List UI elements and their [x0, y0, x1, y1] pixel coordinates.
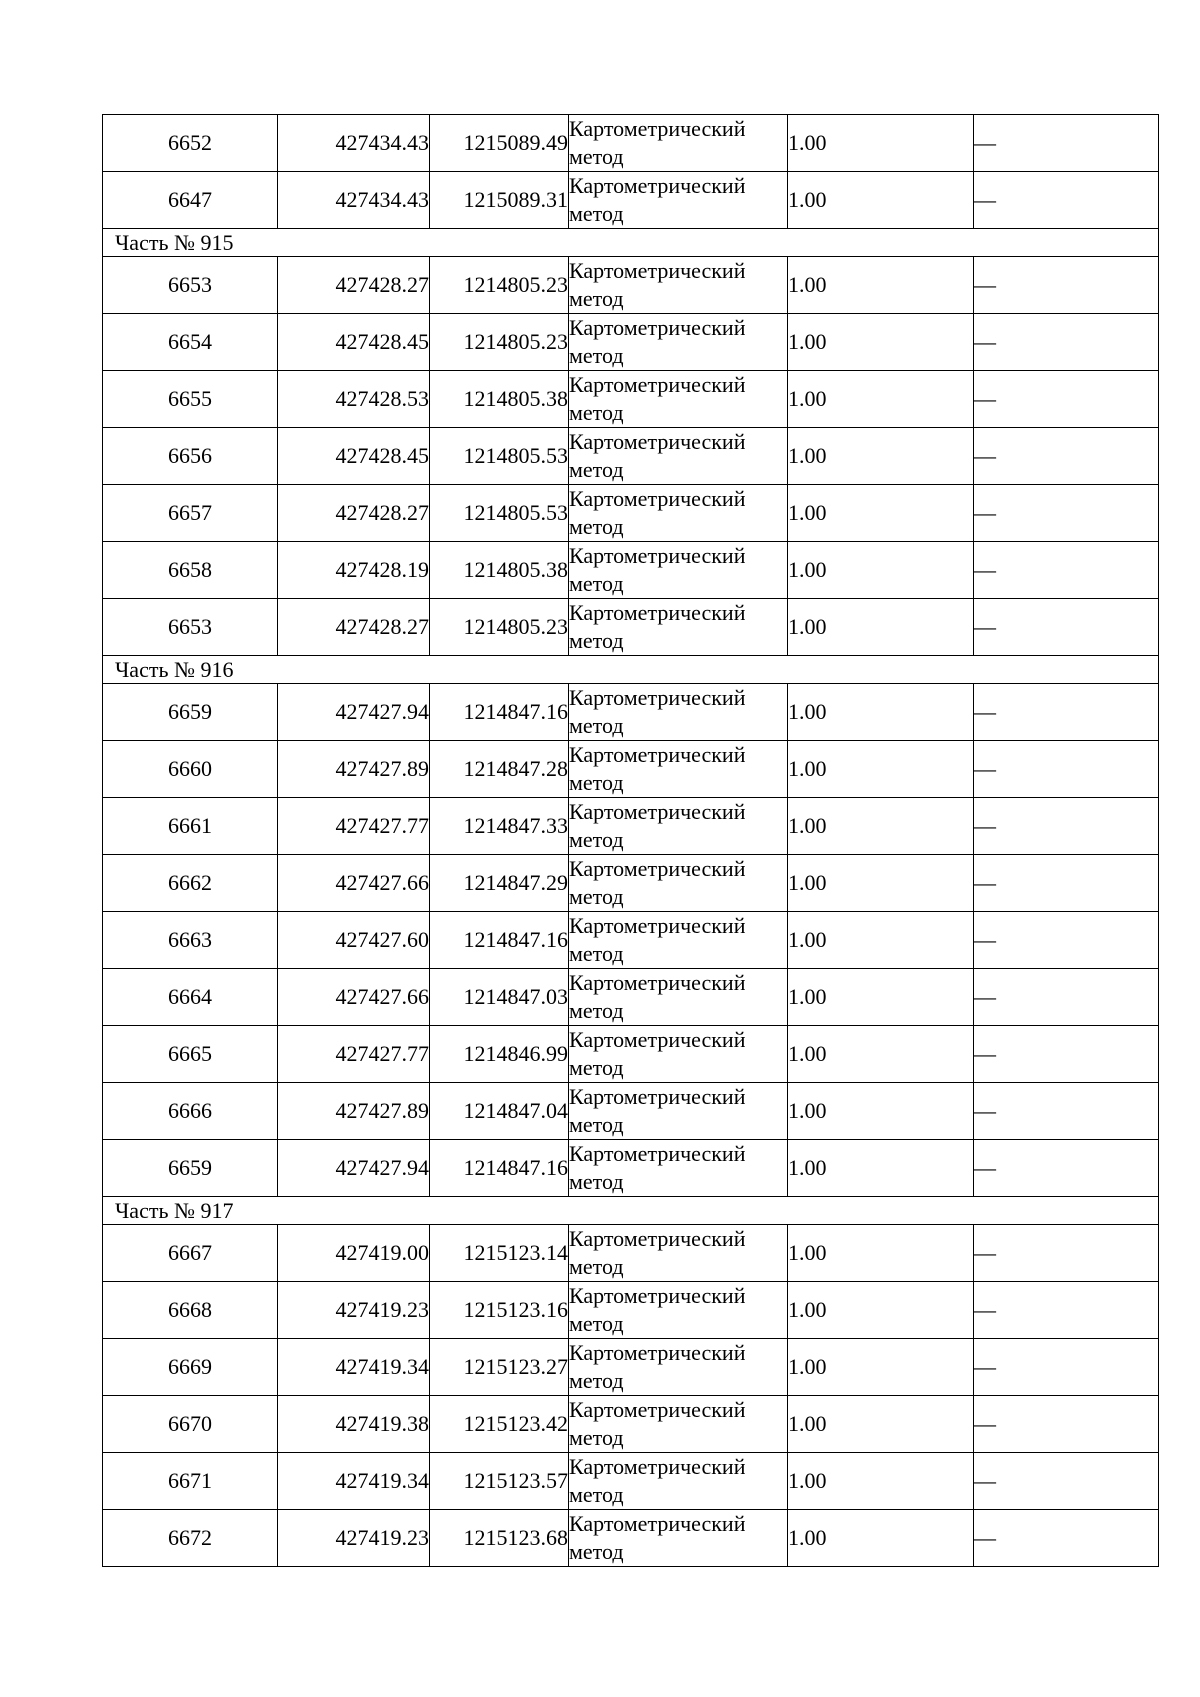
method-line-2: метод	[569, 1254, 624, 1279]
method-line-1: Картометрический	[569, 1340, 746, 1365]
method-line-2: метод	[569, 514, 624, 539]
x-coordinate-cell: 427427.94	[278, 1140, 430, 1197]
precision-cell: 1.00	[788, 485, 974, 542]
precision-cell: 1.00	[788, 969, 974, 1026]
table-row	[103, 485, 1159, 542]
y-coordinate-cell: 1215123.68	[430, 1510, 569, 1567]
point-number-cell: 6672	[103, 1510, 278, 1567]
y-coordinate-cell: 1214805.23	[430, 314, 569, 371]
description-cell: —	[974, 314, 1159, 371]
x-coordinate-cell: 427427.66	[278, 855, 430, 912]
precision-cell: 1.00	[788, 542, 974, 599]
part-header-row	[103, 1197, 1159, 1225]
table-row	[103, 741, 1159, 798]
description-cell: —	[974, 599, 1159, 656]
table-row	[103, 855, 1159, 912]
y-coordinate-cell: 1215123.16	[430, 1282, 569, 1339]
y-coordinate-cell: 1214805.53	[430, 428, 569, 485]
method-cell	[569, 969, 788, 1026]
table-row	[103, 1282, 1159, 1339]
table-row	[103, 371, 1159, 428]
method-line-2: метод	[569, 941, 624, 966]
table-row	[103, 172, 1159, 229]
part-label: Часть № 917	[103, 1197, 1159, 1225]
method-line-1: Картометрический	[569, 856, 746, 881]
x-coordinate-cell: 427427.77	[278, 1026, 430, 1083]
description-cell: —	[974, 1083, 1159, 1140]
method-line-1: Картометрический	[569, 315, 746, 340]
precision-cell: 1.00	[788, 684, 974, 741]
point-number-cell: 6668	[103, 1282, 278, 1339]
method-cell	[569, 1083, 788, 1140]
method-line-2: метод	[569, 144, 624, 169]
description-cell: —	[974, 1225, 1159, 1282]
method-cell	[569, 1282, 788, 1339]
description-cell: —	[974, 855, 1159, 912]
method-cell	[569, 371, 788, 428]
precision-cell: 1.00	[788, 599, 974, 656]
method-line-2: метод	[569, 1055, 624, 1080]
method-cell	[569, 257, 788, 314]
method-line-2: метод	[569, 571, 624, 596]
description-cell: —	[974, 1396, 1159, 1453]
table-row	[103, 257, 1159, 314]
description-cell: —	[974, 1510, 1159, 1567]
precision-cell: 1.00	[788, 741, 974, 798]
precision-cell: 1.00	[788, 1510, 974, 1567]
table-row	[103, 969, 1159, 1026]
point-number-cell: 6666	[103, 1083, 278, 1140]
method-line-2: метод	[569, 1482, 624, 1507]
method-line-2: метод	[569, 884, 624, 909]
table-row	[103, 428, 1159, 485]
method-line-2: метод	[569, 286, 624, 311]
y-coordinate-cell: 1215123.57	[430, 1453, 569, 1510]
point-number-cell: 6655	[103, 371, 278, 428]
precision-cell: 1.00	[788, 1225, 974, 1282]
x-coordinate-cell: 427427.94	[278, 684, 430, 741]
x-coordinate-cell: 427434.43	[278, 172, 430, 229]
description-cell: —	[974, 798, 1159, 855]
method-line-1: Картометрический	[569, 1454, 746, 1479]
table-row	[103, 1339, 1159, 1396]
method-line-1: Картометрический	[569, 116, 746, 141]
precision-cell: 1.00	[788, 1140, 974, 1197]
y-coordinate-cell: 1214847.28	[430, 741, 569, 798]
point-number-cell: 6656	[103, 428, 278, 485]
table-row	[103, 1140, 1159, 1197]
method-line-1: Картометрический	[569, 486, 746, 511]
point-number-cell: 6661	[103, 798, 278, 855]
table-row	[103, 1453, 1159, 1510]
method-line-1: Картометрический	[569, 173, 746, 198]
method-line-2: метод	[569, 1169, 624, 1194]
description-cell: —	[974, 912, 1159, 969]
method-line-2: метод	[569, 457, 624, 482]
method-line-1: Картометрический	[569, 1397, 746, 1422]
description-cell: —	[974, 1282, 1159, 1339]
table-row	[103, 912, 1159, 969]
x-coordinate-cell: 427434.43	[278, 115, 430, 172]
method-cell	[569, 1510, 788, 1567]
x-coordinate-cell: 427427.77	[278, 798, 430, 855]
method-cell	[569, 798, 788, 855]
precision-cell: 1.00	[788, 1083, 974, 1140]
method-line-2: метод	[569, 1425, 624, 1450]
coordinates-table-body	[103, 115, 1159, 1567]
x-coordinate-cell: 427419.00	[278, 1225, 430, 1282]
x-coordinate-cell: 427419.34	[278, 1339, 430, 1396]
y-coordinate-cell: 1214847.03	[430, 969, 569, 1026]
method-cell	[569, 314, 788, 371]
point-number-cell: 6664	[103, 969, 278, 1026]
method-line-1: Картометрический	[569, 913, 746, 938]
method-line-1: Картометрический	[569, 742, 746, 767]
description-cell: —	[974, 1453, 1159, 1510]
precision-cell: 1.00	[788, 428, 974, 485]
method-line-1: Картометрический	[569, 258, 746, 283]
method-line-2: метод	[569, 1311, 624, 1336]
point-number-cell: 6671	[103, 1453, 278, 1510]
method-line-2: метод	[569, 400, 624, 425]
x-coordinate-cell: 427428.27	[278, 599, 430, 656]
table-row	[103, 314, 1159, 371]
method-cell	[569, 741, 788, 798]
y-coordinate-cell: 1214847.33	[430, 798, 569, 855]
description-cell: —	[974, 1140, 1159, 1197]
method-cell	[569, 115, 788, 172]
precision-cell: 1.00	[788, 798, 974, 855]
description-cell: —	[974, 684, 1159, 741]
y-coordinate-cell: 1215123.14	[430, 1225, 569, 1282]
description-cell: —	[974, 969, 1159, 1026]
method-line-1: Картометрический	[569, 970, 746, 995]
point-number-cell: 6659	[103, 684, 278, 741]
point-number-cell: 6654	[103, 314, 278, 371]
y-coordinate-cell: 1215089.49	[430, 115, 569, 172]
precision-cell: 1.00	[788, 855, 974, 912]
method-cell	[569, 428, 788, 485]
y-coordinate-cell: 1214847.16	[430, 684, 569, 741]
part-header-row	[103, 656, 1159, 684]
coordinates-table	[102, 114, 1159, 1567]
x-coordinate-cell: 427428.27	[278, 485, 430, 542]
method-line-1: Картометрический	[569, 429, 746, 454]
method-cell	[569, 1026, 788, 1083]
method-line-1: Картометрический	[569, 1141, 746, 1166]
method-cell	[569, 1396, 788, 1453]
x-coordinate-cell: 427428.45	[278, 428, 430, 485]
precision-cell: 1.00	[788, 257, 974, 314]
precision-cell: 1.00	[788, 115, 974, 172]
point-number-cell: 6659	[103, 1140, 278, 1197]
x-coordinate-cell: 427428.27	[278, 257, 430, 314]
point-number-cell: 6658	[103, 542, 278, 599]
point-number-cell: 6647	[103, 172, 278, 229]
point-number-cell: 6653	[103, 257, 278, 314]
method-line-1: Картометрический	[569, 543, 746, 568]
method-cell	[569, 542, 788, 599]
description-cell: —	[974, 371, 1159, 428]
precision-cell: 1.00	[788, 1339, 974, 1396]
x-coordinate-cell: 427419.38	[278, 1396, 430, 1453]
method-line-2: метод	[569, 628, 624, 653]
table-row	[103, 1083, 1159, 1140]
point-number-cell: 6660	[103, 741, 278, 798]
y-coordinate-cell: 1214847.16	[430, 912, 569, 969]
method-line-2: метод	[569, 998, 624, 1023]
y-coordinate-cell: 1214846.99	[430, 1026, 569, 1083]
method-line-1: Картометрический	[569, 1511, 746, 1536]
y-coordinate-cell: 1214847.04	[430, 1083, 569, 1140]
x-coordinate-cell: 427427.60	[278, 912, 430, 969]
description-cell: —	[974, 542, 1159, 599]
table-row	[103, 684, 1159, 741]
x-coordinate-cell: 427428.19	[278, 542, 430, 599]
table-row	[103, 599, 1159, 656]
method-line-2: метод	[569, 713, 624, 738]
x-coordinate-cell: 427419.34	[278, 1453, 430, 1510]
precision-cell: 1.00	[788, 172, 974, 229]
method-cell	[569, 1453, 788, 1510]
precision-cell: 1.00	[788, 1026, 974, 1083]
y-coordinate-cell: 1214805.23	[430, 599, 569, 656]
method-line-2: метод	[569, 343, 624, 368]
precision-cell: 1.00	[788, 1396, 974, 1453]
table-row	[103, 798, 1159, 855]
y-coordinate-cell: 1214847.16	[430, 1140, 569, 1197]
x-coordinate-cell: 427419.23	[278, 1282, 430, 1339]
method-cell	[569, 684, 788, 741]
precision-cell: 1.00	[788, 314, 974, 371]
precision-cell: 1.00	[788, 371, 974, 428]
precision-cell: 1.00	[788, 912, 974, 969]
part-label: Часть № 915	[103, 229, 1159, 257]
method-line-1: Картометрический	[569, 1283, 746, 1308]
method-cell	[569, 1339, 788, 1396]
x-coordinate-cell: 427427.89	[278, 1083, 430, 1140]
part-label: Часть № 916	[103, 656, 1159, 684]
table-row	[103, 1225, 1159, 1282]
y-coordinate-cell: 1215089.31	[430, 172, 569, 229]
description-cell: —	[974, 257, 1159, 314]
description-cell: —	[974, 485, 1159, 542]
y-coordinate-cell: 1214847.29	[430, 855, 569, 912]
point-number-cell: 6653	[103, 599, 278, 656]
point-number-cell: 6667	[103, 1225, 278, 1282]
method-line-2: метод	[569, 827, 624, 852]
point-number-cell: 6669	[103, 1339, 278, 1396]
description-cell: —	[974, 172, 1159, 229]
table-row	[103, 1510, 1159, 1567]
method-cell	[569, 855, 788, 912]
method-line-2: метод	[569, 770, 624, 795]
method-line-2: метод	[569, 1539, 624, 1564]
description-cell: —	[974, 115, 1159, 172]
x-coordinate-cell: 427428.53	[278, 371, 430, 428]
method-cell	[569, 599, 788, 656]
precision-cell: 1.00	[788, 1282, 974, 1339]
method-cell	[569, 485, 788, 542]
point-number-cell: 6663	[103, 912, 278, 969]
point-number-cell: 6670	[103, 1396, 278, 1453]
precision-cell: 1.00	[788, 1453, 974, 1510]
method-line-1: Картометрический	[569, 600, 746, 625]
y-coordinate-cell: 1215123.27	[430, 1339, 569, 1396]
method-line-1: Картометрический	[569, 372, 746, 397]
part-header-row	[103, 229, 1159, 257]
method-line-1: Картометрический	[569, 799, 746, 824]
method-line-1: Картометрический	[569, 1226, 746, 1251]
point-number-cell: 6652	[103, 115, 278, 172]
method-cell	[569, 1140, 788, 1197]
point-number-cell: 6665	[103, 1026, 278, 1083]
method-cell	[569, 1225, 788, 1282]
x-coordinate-cell: 427427.66	[278, 969, 430, 1026]
method-line-2: метод	[569, 1368, 624, 1393]
description-cell: —	[974, 741, 1159, 798]
y-coordinate-cell: 1215123.42	[430, 1396, 569, 1453]
method-cell	[569, 912, 788, 969]
method-cell	[569, 172, 788, 229]
y-coordinate-cell: 1214805.38	[430, 542, 569, 599]
description-cell: —	[974, 1026, 1159, 1083]
table-row	[103, 1026, 1159, 1083]
point-number-cell: 6662	[103, 855, 278, 912]
y-coordinate-cell: 1214805.23	[430, 257, 569, 314]
y-coordinate-cell: 1214805.38	[430, 371, 569, 428]
method-line-1: Картометрический	[569, 1027, 746, 1052]
x-coordinate-cell: 427427.89	[278, 741, 430, 798]
table-row	[103, 115, 1159, 172]
description-cell: —	[974, 1339, 1159, 1396]
table-row	[103, 1396, 1159, 1453]
table-row	[103, 542, 1159, 599]
method-line-2: метод	[569, 1112, 624, 1137]
x-coordinate-cell: 427428.45	[278, 314, 430, 371]
method-line-1: Картометрический	[569, 1084, 746, 1109]
y-coordinate-cell: 1214805.53	[430, 485, 569, 542]
method-line-1: Картометрический	[569, 685, 746, 710]
point-number-cell: 6657	[103, 485, 278, 542]
description-cell: —	[974, 428, 1159, 485]
method-line-2: метод	[569, 201, 624, 226]
x-coordinate-cell: 427419.23	[278, 1510, 430, 1567]
